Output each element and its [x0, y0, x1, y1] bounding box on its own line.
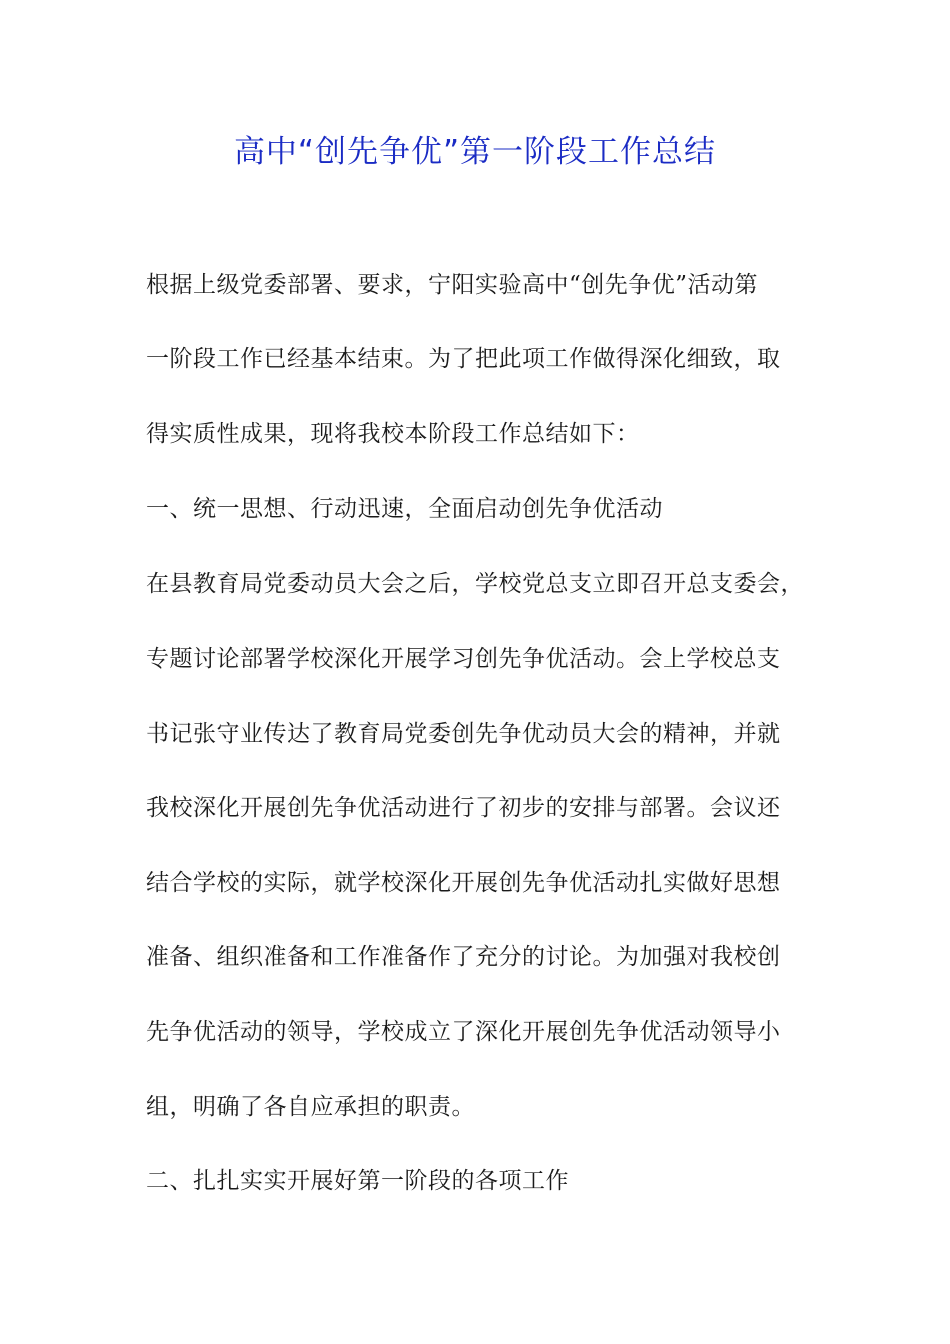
section-heading-1: 一、统一思想、行动迅速，全面启动创先争优活动 — [146, 496, 663, 522]
body-line-1: 在县教育局党委动员大会之后，学校党总支立即召开总支委会， — [146, 571, 804, 597]
intro-line-3: 得实质性成果，现将我校本阶段工作总结如下： — [146, 421, 640, 447]
body-line-6: 准备、组织准备和工作准备作了充分的讨论。为加强对我校创 — [146, 944, 781, 970]
intro-line-2: 一阶段工作已经基本结束。为了把此项工作做得深化细致，取 — [146, 346, 781, 372]
body-line-8: 组，明确了各自应承担的职责。 — [146, 1094, 475, 1120]
body-line-2: 专题讨论部署学校深化开展学习创先争优活动。会上学校总支 — [146, 646, 781, 672]
section-heading-2: 二、扎扎实实开展好第一阶段的各项工作 — [146, 1168, 569, 1194]
body-line-4: 我校深化开展创先争优活动进行了初步的安排与部署。会议还 — [146, 795, 781, 821]
body-line-7: 先争优活动的领导，学校成立了深化开展创先争优活动领导小 — [146, 1019, 781, 1045]
document-title: 高中“创先争优”第一阶段工作总结 — [233, 134, 717, 170]
body-line-3: 书记张守业传达了教育局党委创先争优动员大会的精神，并就 — [146, 721, 781, 747]
body-line-5: 结合学校的实际，就学校深化开展创先争优活动扎实做好思想 — [146, 870, 781, 896]
intro-line-1: 根据上级党委部署、要求，宁阳实验高中“创先争优”活动第 — [146, 272, 759, 298]
